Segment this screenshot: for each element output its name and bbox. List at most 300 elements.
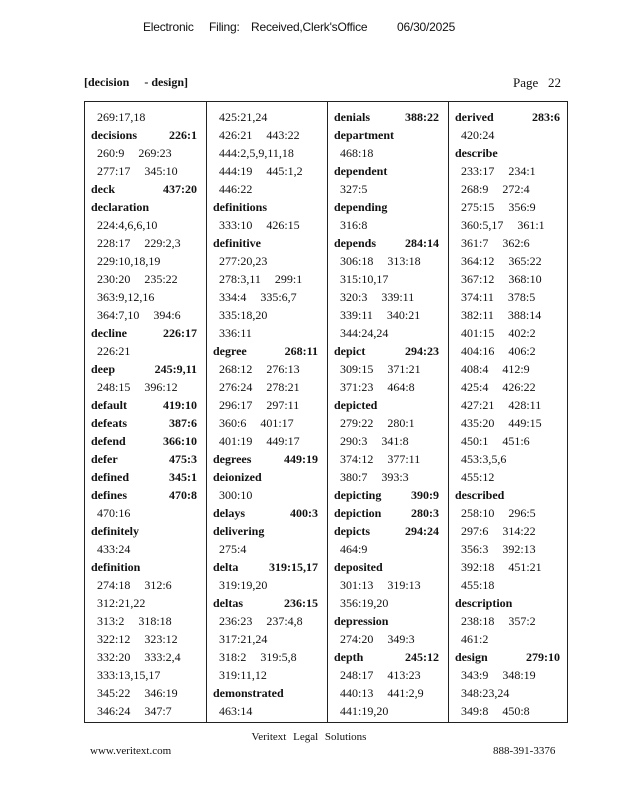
entry-text: 306:18 bbox=[340, 254, 374, 268]
entry-text: 345:22 bbox=[97, 686, 131, 700]
entry-text: delta bbox=[213, 560, 239, 574]
entry-ref: 346:19 bbox=[144, 686, 178, 700]
entry-ref: 357:2 bbox=[508, 614, 536, 628]
entry-ref: 396:12 bbox=[144, 380, 178, 394]
entry-text: 380:7 bbox=[340, 470, 368, 484]
entry-text: 374:11 bbox=[461, 290, 494, 304]
entry-text: deep bbox=[91, 362, 115, 376]
index-entry-word bbox=[85, 180, 206, 198]
index-entry-refs bbox=[449, 306, 569, 324]
index-entry-word bbox=[207, 504, 327, 522]
entry-text: 344:24,24 bbox=[340, 326, 389, 340]
entry-ref: 406:2 bbox=[508, 344, 536, 358]
entry-text: 315:10,17 bbox=[340, 272, 389, 286]
entry-text: 450:1 bbox=[461, 434, 489, 448]
entry-text: 277:17 bbox=[97, 164, 131, 178]
entry-ref: 345:10 bbox=[144, 164, 178, 178]
entry-text: depicts bbox=[334, 524, 370, 538]
entry-ref: 245:9,11 bbox=[154, 362, 197, 376]
index-entry-refs bbox=[449, 378, 569, 396]
index-entry-refs bbox=[449, 540, 569, 558]
entry-ref: 426:15 bbox=[266, 218, 300, 232]
entry-text: 426:21 bbox=[219, 128, 253, 142]
entry-ref: 313:18 bbox=[387, 254, 421, 268]
entry-ref: 356:9 bbox=[508, 200, 536, 214]
entry-text: 382:11 bbox=[461, 308, 494, 322]
index-entry-refs bbox=[449, 216, 569, 234]
index-entry-refs bbox=[449, 252, 569, 270]
entry-text: 258:10 bbox=[461, 506, 495, 520]
index-entry-word bbox=[85, 126, 206, 144]
entry-text: 317:21,24 bbox=[219, 632, 268, 646]
filing-electronic: Electronic bbox=[143, 20, 194, 34]
entry-ref: 294:24 bbox=[405, 524, 439, 538]
index-entry-refs bbox=[207, 108, 327, 126]
entry-text: 360:6 bbox=[219, 416, 247, 430]
index-entry-refs bbox=[85, 684, 206, 702]
index-entry-refs bbox=[449, 288, 569, 306]
index-table bbox=[84, 101, 568, 723]
footer-phone: 888-391-3376 bbox=[493, 745, 556, 757]
index-entry-word bbox=[328, 522, 448, 540]
entry-text: 463:14 bbox=[219, 704, 253, 718]
entry-text: 464:9 bbox=[340, 542, 368, 556]
entry-text: 224:4,6,6,10 bbox=[97, 218, 158, 232]
entry-ref: 388:22 bbox=[405, 110, 439, 124]
index-entry-refs bbox=[85, 252, 206, 270]
entry-text: denials bbox=[334, 110, 371, 124]
index-entry-refs bbox=[328, 144, 448, 162]
entry-ref: 449:17 bbox=[266, 434, 300, 448]
entry-text: 279:22 bbox=[340, 416, 374, 430]
index-entry-word bbox=[328, 504, 448, 522]
entry-ref: 378:5 bbox=[507, 290, 536, 304]
entry-text: 356:19,20 bbox=[340, 596, 389, 610]
index-entry-refs bbox=[85, 612, 206, 630]
index-entry-refs bbox=[85, 162, 206, 180]
index-entry-refs bbox=[449, 234, 569, 252]
entry-ref: 388:14 bbox=[507, 308, 542, 322]
entry-text: 433:24 bbox=[97, 542, 131, 556]
index-entry-refs bbox=[328, 378, 448, 396]
index-entry-word bbox=[328, 198, 448, 216]
entry-text: 440:13 bbox=[340, 686, 374, 700]
index-entry-refs bbox=[328, 414, 448, 432]
index-entry-word bbox=[207, 522, 327, 540]
entry-text: 309:15 bbox=[340, 362, 374, 376]
index-entry-refs bbox=[207, 306, 327, 324]
index-entry-word bbox=[207, 234, 327, 252]
entry-text: 349:8 bbox=[461, 704, 489, 718]
index-entry-word bbox=[207, 198, 327, 216]
index-entry-refs bbox=[85, 594, 206, 612]
entry-ref: 269:23 bbox=[138, 146, 172, 160]
entry-text: 248:15 bbox=[97, 380, 131, 394]
entry-text: derived bbox=[455, 110, 494, 124]
index-entry-word bbox=[328, 648, 448, 666]
entry-text: 470:16 bbox=[97, 506, 131, 520]
entry-ref: 349:3 bbox=[387, 632, 415, 646]
entry-ref: 449:15 bbox=[508, 416, 542, 430]
entry-text: delivering bbox=[213, 524, 265, 538]
entry-text: depicting bbox=[334, 488, 382, 502]
entry-text: depression bbox=[334, 614, 389, 628]
index-entry-refs bbox=[207, 162, 327, 180]
entry-text: 274:18 bbox=[97, 578, 131, 592]
filing-date: 06/30/2025 bbox=[397, 20, 456, 34]
index-entry-refs bbox=[449, 666, 569, 684]
entry-ref: 437:20 bbox=[163, 182, 197, 196]
entry-text: 238:18 bbox=[461, 614, 495, 628]
index-entry-refs bbox=[449, 576, 569, 594]
index-entry-refs bbox=[449, 270, 569, 288]
index-entry-refs bbox=[449, 198, 569, 216]
entry-text: 335:18,20 bbox=[219, 308, 268, 322]
entry-text: 441:19,20 bbox=[340, 704, 389, 718]
entry-text: 319:11,12 bbox=[219, 668, 267, 682]
index-entry-refs bbox=[207, 252, 327, 270]
entry-text: 461:2 bbox=[461, 632, 489, 646]
entry-ref: 318:18 bbox=[138, 614, 172, 628]
entry-text: degrees bbox=[213, 452, 252, 466]
entry-ref: 294:23 bbox=[405, 344, 439, 358]
entry-ref: 245:12 bbox=[405, 650, 439, 664]
index-entry-word bbox=[328, 612, 448, 630]
entry-text: 230:20 bbox=[97, 272, 131, 286]
entry-ref: 319:13 bbox=[387, 578, 421, 592]
index-entry-refs bbox=[449, 450, 569, 468]
index-entry-refs bbox=[207, 540, 327, 558]
entry-ref: 226:1 bbox=[169, 128, 197, 142]
entry-text: defeats bbox=[91, 416, 127, 430]
index-entry-word bbox=[328, 558, 448, 576]
index-entry-refs bbox=[207, 360, 327, 378]
entry-ref: 412:9 bbox=[502, 362, 530, 376]
entry-text: 301:13 bbox=[340, 578, 374, 592]
index-entry-word bbox=[85, 522, 206, 540]
index-entry-refs bbox=[85, 144, 206, 162]
index-entry-refs bbox=[85, 234, 206, 252]
entry-text: deionized bbox=[213, 470, 262, 484]
entry-text: 453:3,5,6 bbox=[461, 452, 507, 466]
entry-text: 312:21,22 bbox=[97, 596, 146, 610]
index-entry-refs bbox=[449, 396, 569, 414]
entry-text: 371:23 bbox=[340, 380, 374, 394]
index-entry-refs bbox=[85, 108, 206, 126]
entry-ref: 387:6 bbox=[169, 416, 197, 430]
entry-ref: 443:22 bbox=[266, 128, 300, 142]
index-entry-refs bbox=[328, 252, 448, 270]
index-range: [decision - design] bbox=[84, 75, 189, 89]
entry-text: default bbox=[91, 398, 127, 412]
entry-text: definitive bbox=[213, 236, 261, 250]
index-entry-refs bbox=[449, 630, 569, 648]
index-entry-refs bbox=[85, 576, 206, 594]
index-entry-refs bbox=[85, 504, 206, 522]
index-entry-word bbox=[449, 108, 569, 126]
entry-text: defined bbox=[91, 470, 130, 484]
index-entry-refs bbox=[328, 666, 448, 684]
index-entry-refs bbox=[328, 630, 448, 648]
entry-text: definitions bbox=[213, 200, 268, 214]
index-entry-refs bbox=[328, 306, 448, 324]
index-entry-word bbox=[328, 342, 448, 360]
entry-ref: 371:21 bbox=[387, 362, 421, 376]
entry-text: depends bbox=[334, 236, 377, 250]
index-entry-refs bbox=[328, 270, 448, 288]
entry-ref: 401:17 bbox=[260, 416, 294, 430]
filing-label: Filing: bbox=[209, 20, 240, 34]
entry-ref: 235:22 bbox=[144, 272, 178, 286]
entry-text: deltas bbox=[213, 596, 243, 610]
entry-ref: 402:2 bbox=[508, 326, 536, 340]
entry-text: depending bbox=[334, 200, 388, 214]
entry-ref: 366:10 bbox=[163, 434, 197, 448]
entry-ref: 348:19 bbox=[502, 668, 536, 682]
entry-text: 248:17 bbox=[340, 668, 374, 682]
entry-text: 228:17 bbox=[97, 236, 131, 250]
index-entry-refs bbox=[449, 342, 569, 360]
index-entry-word bbox=[85, 432, 206, 450]
index-entry-word bbox=[85, 558, 206, 576]
index-entry-word bbox=[207, 342, 327, 360]
index-entry-word bbox=[328, 126, 448, 144]
index-entry-refs bbox=[207, 414, 327, 432]
entry-ref: 393:3 bbox=[381, 470, 409, 484]
entry-text: 435:20 bbox=[461, 416, 495, 430]
index-entry-word bbox=[85, 450, 206, 468]
index-entry-refs bbox=[328, 216, 448, 234]
entry-text: 392:18 bbox=[461, 560, 495, 574]
entry-text: department bbox=[334, 128, 394, 142]
index-column-1 bbox=[85, 102, 206, 722]
entry-ref: 413:23 bbox=[387, 668, 421, 682]
entry-ref: 362:6 bbox=[502, 236, 530, 250]
index-entry-refs bbox=[207, 270, 327, 288]
entry-ref: 236:15 bbox=[284, 596, 318, 610]
entry-text: 236:23 bbox=[219, 614, 253, 628]
index-entry-word bbox=[449, 648, 569, 666]
entry-ref: 276:13 bbox=[266, 362, 300, 376]
index-entry-refs bbox=[449, 432, 569, 450]
entry-text: 336:11 bbox=[219, 326, 252, 340]
entry-text: defines bbox=[91, 488, 127, 502]
entry-ref: 428:11 bbox=[508, 398, 542, 412]
index-entry-word bbox=[328, 162, 448, 180]
index-entry-refs bbox=[85, 216, 206, 234]
entry-text: 348:23,24 bbox=[461, 686, 510, 700]
entry-text: 401:15 bbox=[461, 326, 495, 340]
index-entry-refs bbox=[449, 612, 569, 630]
entry-ref: 323:12 bbox=[144, 632, 178, 646]
index-entry-refs bbox=[328, 324, 448, 342]
entry-text: 296:17 bbox=[219, 398, 253, 412]
entry-text: 404:16 bbox=[461, 344, 495, 358]
entry-text: declaration bbox=[91, 200, 149, 214]
index-entry-refs bbox=[85, 702, 206, 720]
index-entry-refs bbox=[207, 702, 327, 720]
index-entry-word bbox=[85, 396, 206, 414]
entry-ref: 419:10 bbox=[163, 398, 197, 412]
entry-text: demonstrated bbox=[213, 686, 284, 700]
entry-ref: 339:11 bbox=[381, 290, 415, 304]
index-entry-word bbox=[328, 396, 448, 414]
entry-text: 455:18 bbox=[461, 578, 495, 592]
entry-text: depth bbox=[334, 650, 364, 664]
index-entry-refs bbox=[449, 468, 569, 486]
index-entry-refs bbox=[328, 180, 448, 198]
index-entry-refs bbox=[85, 666, 206, 684]
index-entry-refs bbox=[328, 576, 448, 594]
entry-text: definition bbox=[91, 560, 141, 574]
entry-ref: 284:14 bbox=[405, 236, 439, 250]
index-entry-refs bbox=[449, 126, 569, 144]
entry-text: 277:20,23 bbox=[219, 254, 268, 268]
entry-text: 356:3 bbox=[461, 542, 489, 556]
index-entry-refs bbox=[207, 324, 327, 342]
entry-text: 408:4 bbox=[461, 362, 489, 376]
entry-ref: 340:21 bbox=[386, 308, 421, 322]
index-entry-word bbox=[328, 486, 448, 504]
index-column-2 bbox=[206, 102, 327, 722]
index-entry-refs bbox=[207, 486, 327, 504]
entry-text: 319:19,20 bbox=[219, 578, 268, 592]
entry-ref: 278:21 bbox=[266, 380, 300, 394]
entry-text: depiction bbox=[334, 506, 382, 520]
index-entry-refs bbox=[449, 504, 569, 522]
entry-ref: 319:15,17 bbox=[269, 560, 318, 574]
entry-text: 290:3 bbox=[340, 434, 368, 448]
index-entry-refs bbox=[328, 702, 448, 720]
entry-ref: 299:1 bbox=[274, 272, 303, 286]
index-entry-refs bbox=[207, 630, 327, 648]
index-column-3 bbox=[327, 102, 448, 722]
filing-received: Received,Clerk'sOffice bbox=[251, 20, 368, 34]
index-entry-refs bbox=[207, 648, 327, 666]
entry-ref: 347:7 bbox=[144, 704, 172, 718]
entry-ref: 237:4,8 bbox=[266, 614, 303, 628]
entry-ref: 394:6 bbox=[153, 308, 181, 322]
entry-text: 446:22 bbox=[219, 182, 253, 196]
entry-text: 229:10,18,19 bbox=[97, 254, 161, 268]
index-entry-refs bbox=[207, 396, 327, 414]
index-entry-refs bbox=[449, 522, 569, 540]
entry-ref: 234:1 bbox=[508, 164, 536, 178]
index-entry-word bbox=[328, 108, 448, 126]
entry-text: 274:20 bbox=[340, 632, 374, 646]
entry-text: 360:5,17 bbox=[461, 218, 504, 232]
index-entry-refs bbox=[449, 414, 569, 432]
index-entry-word bbox=[207, 684, 327, 702]
index-entry-refs bbox=[207, 666, 327, 684]
entry-text: degree bbox=[213, 344, 247, 358]
index-entry-word bbox=[449, 486, 569, 504]
entry-text: 269:17,18 bbox=[97, 110, 146, 124]
index-entry-word bbox=[328, 234, 448, 252]
entry-ref: 377:11 bbox=[387, 452, 421, 466]
entry-ref: 333:2,4 bbox=[144, 650, 181, 664]
index-entry-refs bbox=[85, 648, 206, 666]
entry-ref: 441:2,9 bbox=[387, 686, 424, 700]
entry-text: 268:12 bbox=[219, 362, 253, 376]
page-number: Page 22 bbox=[513, 75, 562, 90]
index-entry-refs bbox=[85, 342, 206, 360]
index-entry-refs bbox=[85, 540, 206, 558]
index-entry-word bbox=[85, 414, 206, 432]
index-entry-refs bbox=[328, 594, 448, 612]
index-entry-word bbox=[85, 468, 206, 486]
entry-text: decisions bbox=[91, 128, 138, 142]
entry-text: 260:9 bbox=[97, 146, 125, 160]
entry-text: 316:8 bbox=[340, 218, 368, 232]
index-entry-refs bbox=[449, 180, 569, 198]
entry-ref: 280:3 bbox=[411, 506, 439, 520]
index-entry-word bbox=[85, 324, 206, 342]
entry-ref: 449:19 bbox=[284, 452, 318, 466]
index-entry-word bbox=[207, 558, 327, 576]
entry-ref: 226:17 bbox=[163, 326, 197, 340]
index-entry-refs bbox=[449, 324, 569, 342]
index-entry-refs bbox=[207, 180, 327, 198]
entry-ref: 268:11 bbox=[284, 344, 318, 358]
index-entry-refs bbox=[207, 126, 327, 144]
entry-text: dependent bbox=[334, 164, 388, 178]
index-entry-refs bbox=[207, 432, 327, 450]
footer-website: www.veritext.com bbox=[90, 745, 172, 757]
index-entry-refs bbox=[85, 378, 206, 396]
entry-text: 364:12 bbox=[461, 254, 495, 268]
index-entry-refs bbox=[85, 630, 206, 648]
entry-ref: 312:6 bbox=[144, 578, 172, 592]
entry-ref: 296:5 bbox=[508, 506, 536, 520]
entry-text: 226:21 bbox=[97, 344, 131, 358]
entry-ref: 341:8 bbox=[381, 434, 409, 448]
entry-ref: 365:22 bbox=[508, 254, 542, 268]
entry-text: 468:18 bbox=[340, 146, 374, 160]
entry-ref: 283:6 bbox=[532, 110, 560, 124]
entry-text: 268:9 bbox=[461, 182, 489, 196]
index-entry-refs bbox=[207, 378, 327, 396]
entry-text: 346:24 bbox=[97, 704, 131, 718]
entry-text: 343:9 bbox=[461, 668, 489, 682]
entry-text: depicted bbox=[334, 398, 378, 412]
entry-text: 320:3 bbox=[340, 290, 368, 304]
entry-text: delays bbox=[213, 506, 246, 520]
index-entry-refs bbox=[207, 216, 327, 234]
entry-text: 427:21 bbox=[461, 398, 495, 412]
entry-ref: 319:5,8 bbox=[260, 650, 297, 664]
entry-text: 333:10 bbox=[219, 218, 253, 232]
entry-ref: 392:13 bbox=[502, 542, 536, 556]
index-entry-word bbox=[207, 468, 327, 486]
entry-text: 276:24 bbox=[219, 380, 253, 394]
entry-text: definitely bbox=[91, 524, 139, 538]
entry-text: 334:4 bbox=[219, 290, 247, 304]
index-entry-word bbox=[207, 450, 327, 468]
entry-ref: 280:1 bbox=[387, 416, 415, 430]
entry-text: 401:19 bbox=[219, 434, 253, 448]
entry-text: 363:9,12,16 bbox=[97, 290, 155, 304]
entry-text: 318:2 bbox=[219, 650, 247, 664]
index-entry-word bbox=[85, 486, 206, 504]
index-entry-refs bbox=[449, 162, 569, 180]
entry-text: 322:12 bbox=[97, 632, 131, 646]
entry-text: describe bbox=[455, 146, 498, 160]
entry-ref: 475:3 bbox=[169, 452, 197, 466]
index-column-4 bbox=[448, 102, 569, 722]
entry-text: 444:2,5,9,11,18 bbox=[219, 146, 294, 160]
index-entry-refs bbox=[328, 360, 448, 378]
